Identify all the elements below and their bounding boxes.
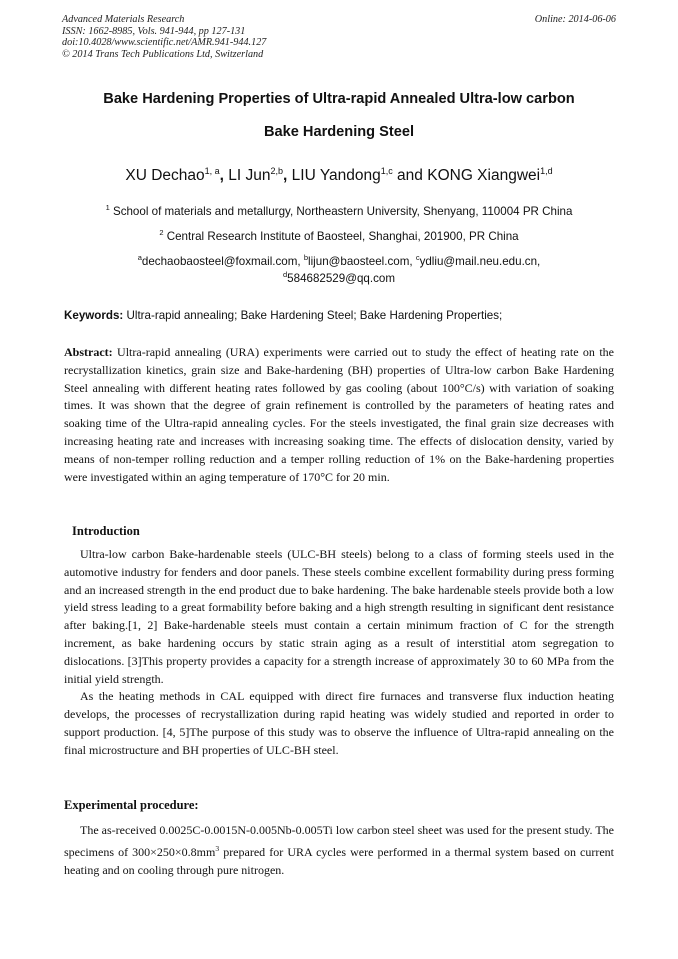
paper-title-line-1: Bake Hardening Properties of Ultra-rapid Annealed Ultra-low carbon — [103, 91, 575, 107]
copyright-line: © 2014 Trans Tech Publications Ltd, Switzerland — [62, 48, 264, 60]
email-marker: a — [137, 253, 142, 262]
email-line-1 — [30, 253, 648, 268]
introduction-body — [64, 546, 614, 760]
author-superscript: 1,c — [380, 166, 393, 176]
journal-header — [62, 14, 616, 60]
abstract-text: Ultra-rapid annealing (URA) experiments were carried out to study the effect of heating rate on the recrystallization kinetics, grain size and Bake-hardening (BH) properties of Ultra-low carbon Bake Hardening Steel annealing with different heating rates followed by gas cooling (about 100°C/s) with variation of soaking times. It was shown that the degree of grain refinement is controlled by the parameters of heating rates and soaking time of the Ultra-rapid annealing cycles. For the steels investigated, the final grain size decreases with increasing heating rate and increases with increasing soaking time. The effects of dislocation density, varied by means of non-temper rolling reduction and a temper rolling reduction of 1% on the Bake-hardening properties were investigated within an aging temperature of 170°C for 20 min. — [64, 345, 614, 484]
email-marker: d — [283, 270, 288, 279]
author-separator: and — [392, 167, 428, 185]
journal-name: Advanced Materials Research — [62, 14, 185, 25]
experimental-text: prepared for URA cycles were performed in a thermal system based on current heating and on cooling through pure nitrogen. — [64, 844, 615, 877]
author-superscript: 1, a — [204, 166, 220, 176]
author-name: LI Jun — [228, 167, 271, 185]
issn-line: ISSN: 1662-8985, Vols. 941-944, pp 127-131 — [62, 25, 246, 37]
doi-line: doi:10.4028/www.scientific.net/AMR.941-944.127 — [62, 37, 267, 49]
author-name: KONG Xiangwei — [427, 167, 541, 185]
author-superscript: 2,b — [270, 166, 284, 176]
cubic-superscript: 3 — [215, 843, 220, 853]
email-line-2 — [30, 270, 648, 285]
author-separator: , — [283, 167, 292, 185]
email-address[interactable]: ydliu@mail.neu.edu.cn, — [419, 254, 541, 268]
affiliation-2 — [30, 228, 648, 243]
affiliation-text: School of materials and metallurgy, Northeastern University, Shenyang, 110004 PR China — [109, 204, 573, 218]
affiliation-marker: 2 — [159, 228, 164, 237]
email-marker: c — [415, 253, 420, 262]
author-name: XU Dechao — [125, 167, 205, 185]
abstract — [64, 344, 614, 486]
email-marker: b — [303, 253, 309, 262]
author-superscript: 1,d — [540, 166, 553, 176]
paper-title-line-2: Bake Hardening Steel — [263, 124, 415, 140]
author-separator: , — [219, 167, 229, 185]
experimental-text: The as-received 0.0025C-0.0015N-0.005Nb-0.005Ti low carbon steel sheet was used for the present study. The specimens of 300×250×0.8mm — [64, 823, 614, 859]
introduction-paragraph-2: As the heating methods in CAL equipped with direct fire furnaces and transverse flux induction heating develops, the processes of recrystallization during rapid heating was widely studied and reported in order to support production. [4, 5]The purpose of this study was to observe the influence of Ultra-rapid annealing on the final microstructure and BH properties of ULC-BH steel. — [64, 689, 614, 757]
email-address[interactable]: dechaobaosteel@foxmail.com, — [141, 254, 304, 268]
affiliation-text: Central Research Institute of Baosteel, Shanghai, 201900, PR China — [163, 229, 519, 243]
author-name: LIU Yandong — [291, 167, 381, 185]
email-address[interactable]: lijun@baosteel.com, — [308, 254, 416, 268]
keywords-label: Keywords: — [64, 309, 124, 322]
author-list — [30, 166, 648, 185]
online-date: Online: 2014-06-06 — [534, 14, 616, 25]
email-address[interactable]: 584682529@qq.com — [287, 271, 395, 285]
experimental-paragraph-1 — [64, 822, 614, 879]
introduction-paragraph-1: Ultra-low carbon Bake-hardenable steels (ULC-BH steels) belong to a class of forming steels used in the automotive industry for fenders and door panels. These steels combine excellent formability during press forming and an increased strength in the end product due to bake hardening. The bake hardenable steels provide both a low yield stress leading to a great formability before baking and a high strength resulting in significant dent resistance after baking.[1, 2] Bake-hardenable steels must contain a certain minimum fraction of C for the strength increment, as bake hardening occurs by static strain aging as a result of interstitial atom segregation to dislocations. [3]This property provides a capacity for a strength increase of approximately 30 to 60 MPa from the initial yield strength. — [64, 547, 614, 686]
abstract-label: Abstract: — [64, 345, 113, 359]
keywords-text: Ultra-rapid annealing; Bake Hardening Steel; Bake Hardening Properties; — [123, 309, 503, 322]
introduction-heading: Introduction — [72, 524, 140, 538]
experimental-body — [64, 822, 614, 879]
affiliation-1 — [30, 203, 648, 218]
keywords — [64, 309, 616, 322]
affiliation-marker: 1 — [105, 203, 110, 212]
experimental-heading: Experimental procedure: — [64, 798, 199, 812]
